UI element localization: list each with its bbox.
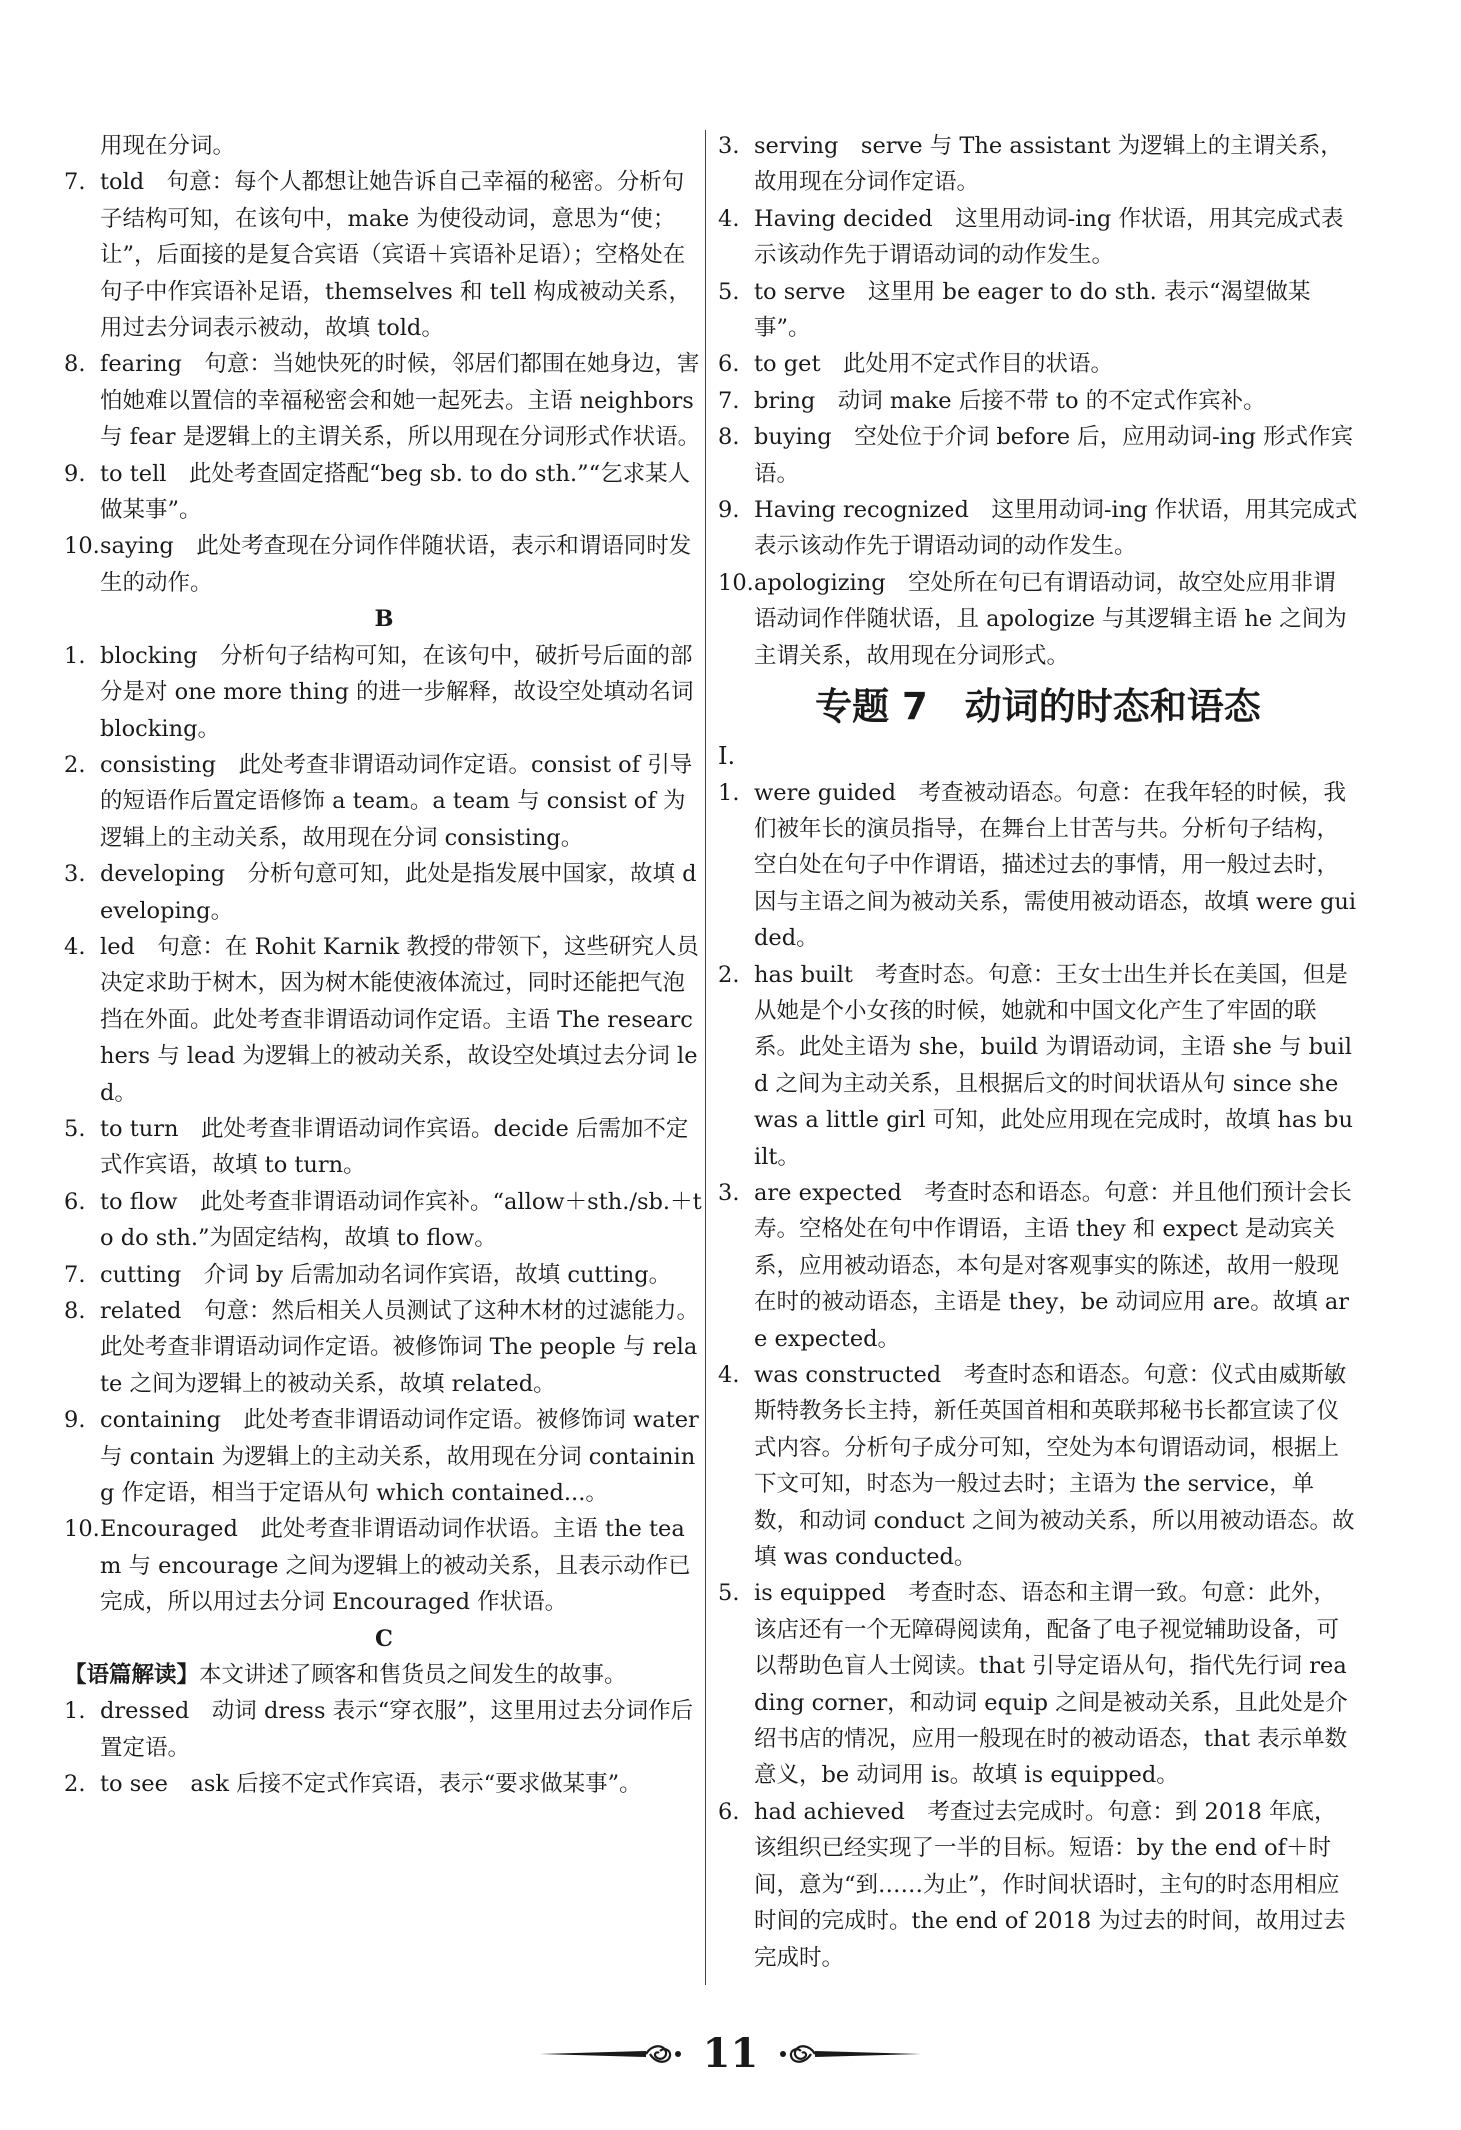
item-text: has built 考查时态。句意：王女士出生并长在美国，但是从她是个小女孩的时候，她就和中国文化产生了牢固的联系。此处主语为 she，build 为谓语动词，主语 she 与 build 之间为主动关系，且根据后文的时间状语从句 since she was a little girl 可知，此处应用现在完成时，故填 has built。	[754, 961, 1353, 1170]
item-text: cutting 介词 by 后需加动名词作宾语，故填 cutting。	[100, 1261, 672, 1288]
item-text: to see ask 后接不定式作宾语，表示“要求做某事”。	[100, 1771, 642, 1798]
answer-c-item	[718, 274, 1358, 347]
item-text: Having decided 这里用动词-ing 作状语，用其完成式表示该动作先于谓语动词的动作发生。	[754, 205, 1344, 269]
answer-b-item	[64, 1511, 704, 1620]
item-number: 5.	[64, 1115, 86, 1142]
item-text: to turn 此处考查非谓语动词作宾语。decide 后需加不定式作宾语，故填 to turn。	[100, 1115, 689, 1179]
answer-i-item	[718, 1357, 1358, 1575]
item-number: 9.	[718, 497, 740, 524]
item-number: 6.	[718, 351, 740, 378]
answer-c-item	[718, 201, 1358, 274]
right-column	[718, 128, 1358, 1976]
answer-c-item	[718, 128, 1358, 201]
item-text: is equipped 考查时态、语态和主谓一致。句意：此外，该店还有一个无障碍阅读角，配备了电子视觉辅助设备，可以帮助色盲人士阅读。that 引导定语从句，指代先行词 reading corner，和动词 equip 之间是被动关系，且此处是介绍书店的情况，应用一般现在时的被动语态，that 表示单数意义，be 动词用 is。故填 is equipped。	[754, 1580, 1348, 1789]
item-number: 8.	[718, 424, 740, 451]
item-number: 9.	[64, 1407, 86, 1434]
item-text: were guided 考查被动语态。句意：在我年轻的时候，我们被年长的演员指导，在舞台上甘苦与共。分析句子结构，空白处在句子中作谓语，描述过去的事情，用一般过去时，因与主语之间为被动关系，需使用被动语态，故填 were guided。	[754, 779, 1357, 952]
item-number: 3.	[718, 133, 740, 159]
item-text: blocking 分析句子结构可知，在该句中，破折号后面的部分是对 one more thing 的进一步解释，故设空处填动名词 blocking。	[100, 642, 694, 742]
page-footer	[0, 2030, 1461, 2077]
answer-a-item	[64, 528, 704, 601]
passage-analysis	[64, 1657, 704, 1693]
item-number: 1.	[64, 642, 86, 669]
answer-c-item	[64, 1693, 704, 1766]
item-text: Encouraged 此处考查非谓语动词作状语。主语 the team 与 encourage 之间为逻辑上的被动关系，且表示动作已完成，所以用过去分词 Encouraged 作状语。	[100, 1516, 691, 1616]
answer-i-item	[718, 1175, 1358, 1357]
item-number: 4.	[718, 1362, 740, 1388]
item-number: 5.	[718, 1580, 740, 1607]
answer-b-item	[64, 929, 704, 1111]
item-text: to serve 这里用 be eager to do sth. 表示“渴望做某事”。	[754, 278, 1311, 342]
item-number: 1.	[64, 1698, 86, 1725]
answer-c-item	[718, 492, 1358, 565]
answer-b-item	[64, 1293, 704, 1402]
item-number: 2.	[64, 751, 86, 778]
item-number: 1.	[718, 779, 740, 806]
answer-b-item	[64, 856, 704, 929]
answer-c-item	[718, 383, 1358, 419]
answer-b-item	[64, 638, 704, 747]
item-text: told 句意：每个人都想让她告诉自己幸福的秘密。分析句子结构可知，在该句中，make 为使役动词，意思为“使；让”，后面接的是复合宾语（宾语＋宾语补足语）；空格处在句子中作宾语补足语，themselves 和 tell 构成被动关系，用过去分词表示被动，故填 told。	[100, 169, 692, 342]
item-number: 3.	[64, 861, 86, 888]
answer-c-item	[718, 419, 1358, 492]
item-text: bring 动词 make 后接不带 to 的不定式作宾补。	[754, 387, 1266, 414]
continued-text: 用现在分词。	[100, 133, 236, 159]
answer-b-item	[64, 1111, 704, 1184]
item-number: 7.	[64, 1261, 86, 1288]
answer-c-item	[718, 346, 1358, 382]
item-number: 3.	[718, 1179, 740, 1206]
left-ornament-icon	[538, 2040, 688, 2068]
answer-i-item	[718, 1575, 1358, 1793]
answer-a-item	[64, 346, 704, 455]
answer-a-item	[64, 164, 704, 346]
item-text: to get 此处用不定式作目的状语。	[754, 351, 1114, 378]
passage-text: 本文讲述了顾客和售货员之间发生的故事。	[199, 1662, 627, 1689]
item-text: fearing 句意：当她快死的时候，邻居们都围在她身边，害怕她难以置信的幸福秘密会和她一起死去。主语 neighbors 与 fear 是逻辑上的主谓关系，所以用现在分词形式作状语。	[100, 351, 701, 451]
item-number: 10.	[64, 533, 100, 560]
item-number: 10.	[718, 569, 754, 596]
right-ornament-icon	[773, 2040, 923, 2068]
item-text: led 句意：在 Rohit Karnik 教授的带领下，这些研究人员决定求助于树木，因为树木能使液体流过，同时还能把气泡挡在外面。此处考查非谓语动词作定语。主语 The researchers 与 lead 为逻辑上的被动关系，故设空处填过去分词 led。	[100, 933, 699, 1106]
item-text: consisting 此处考查非谓语动词作定语。consist of 引导的短语作后置定语修饰 a team。a team 与 consist of 为逻辑上的主动关系，故用现在分词 consisting。	[100, 751, 693, 851]
item-number: 4.	[64, 933, 86, 960]
item-text: developing 分析句意可知，此处是指发展中国家，故填 developing。	[100, 861, 697, 924]
item-number: 2.	[64, 1771, 86, 1798]
answer-i-item	[718, 775, 1358, 957]
answer-c-item	[64, 1766, 704, 1802]
answer-b-item	[64, 747, 704, 856]
item-number: 6.	[64, 1188, 86, 1215]
item-text: saying 此处考查现在分词作伴随状语，表示和谓语同时发生的动作。	[100, 533, 692, 596]
column-divider	[705, 130, 706, 1985]
left-column	[64, 128, 704, 1803]
item-number: 7.	[718, 387, 740, 414]
item-text: serving serve 与 The assistant 为逻辑上的主谓关系，故用现在分词作定语。	[754, 133, 1343, 196]
answer-c-item	[718, 565, 1358, 674]
item-text: was constructed 考查时态和语态。句意：仪式由威斯敏斯特教务长主持，新任英国首相和英联邦秘书长都宣读了仪式内容。分析句子成分可知，空处为本句谓语动词，根据上下文可知，时态为一般过去时；主语为 the service，单数，和动词 conduct 之间为被动关系，所以用被动语态。故填 was conducted。	[754, 1362, 1355, 1571]
item-text: had achieved 考查过去完成时。句意：到 2018 年底，该组织已经实现了一半的目标。短语：by the end of＋时间，意为“到……为止”，作时间状语时，主句的时态用相应时间的完成时。the end of 2018 为过去的时间，故用过去完成时。	[754, 1798, 1346, 1971]
item-number: 7.	[64, 169, 86, 196]
item-number: 5.	[718, 278, 740, 305]
item-text: Having recognized 这里用动词-ing 作状语，用其完成式表示该动作先于谓语动词的动作发生。	[754, 497, 1358, 560]
item-number: 6.	[718, 1798, 740, 1825]
section-roman: Ⅰ.	[718, 742, 736, 771]
item-number: 10.	[64, 1516, 100, 1543]
section-heading-c: C	[375, 1625, 393, 1652]
answer-b-item	[64, 1402, 704, 1511]
item-number: 2.	[718, 961, 740, 988]
page-number: 11	[702, 2030, 759, 2077]
section-heading-b: B	[374, 606, 394, 633]
item-number: 4.	[718, 205, 740, 232]
item-text: related 句意：然后相关人员测试了这种木材的过滤能力。此处考查非谓语动词作定语。被修饰词 The people 与 relate 之间为逻辑上的被动关系，故填 related。	[100, 1298, 699, 1397]
answer-b-item	[64, 1184, 704, 1257]
topic-title: 专题 7 动词的时态和语态	[815, 685, 1261, 729]
item-number: 8.	[64, 351, 86, 378]
answer-a-item	[64, 456, 704, 529]
item-text: dressed 动词 dress 表示“穿衣服”，这里用过去分词作后置定语。	[100, 1698, 694, 1761]
item-text: are expected 考查时态和语态。句意：并且他们预计会长寿。空格处在句中作谓语，主语 they 和 expect 是动宾关系，应用被动语态，本句是对客观事实的陈述，故用一般现在时的被动语态，主语是 they，be 动词应用 are。故填 are expected。	[754, 1179, 1352, 1352]
item-number: 9.	[64, 460, 86, 487]
answer-i-item	[718, 957, 1358, 1175]
answer-b-item	[64, 1257, 704, 1293]
item-number: 8.	[64, 1298, 86, 1324]
item-text: containing 此处考查非谓语动词作定语。被修饰词 water 与 contain 为逻辑上的主动关系，故用现在分词 containing 作定语，相当于定语从句 which contained...。	[100, 1407, 699, 1507]
item-text: buying 空处位于介词 before 后，应用动词-ing 形式作宾语。	[754, 424, 1354, 487]
item-text: apologizing 空处所在句已有谓语动词，故空处应用非谓语动词作伴随状语，且 apologize 与其逻辑主语 he 之间为主谓关系，故用现在分词形式。	[754, 569, 1347, 669]
passage-label: 【语篇解读】	[64, 1662, 200, 1689]
item-text: to flow 此处考查非谓语动词作宾补。“allow＋sth./sb.＋to do sth.”为固定结构，故填 to flow。	[100, 1188, 702, 1252]
answer-i-item	[718, 1794, 1358, 1976]
item-text: to tell 此处考查固定搭配“beg sb. to do sth.”“乞求某人做某事”。	[100, 460, 691, 524]
